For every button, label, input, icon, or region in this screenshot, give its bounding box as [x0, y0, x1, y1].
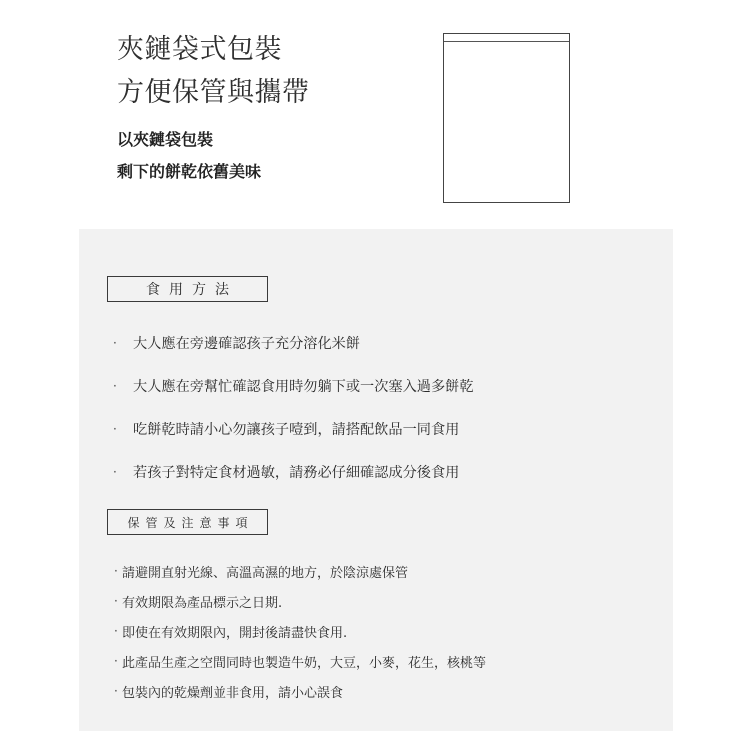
- usage-heading: 食用方法: [107, 276, 268, 302]
- list-item: [114, 646, 486, 676]
- list-item-text: 大人應在旁邊確認孩子充分溶化米餅: [133, 335, 361, 352]
- subtitle: [117, 124, 261, 188]
- list-item-text: 即使在有效期限內，開封後請盡快食用.: [122, 625, 348, 641]
- bullet-icon: ·: [114, 684, 118, 698]
- title-line-2: 方便保管與攜帶: [117, 77, 310, 108]
- subtitle-line-2: 剩下的餅乾依舊美味: [117, 162, 262, 181]
- storage-list: [114, 556, 486, 706]
- bullet-icon: ·: [114, 594, 118, 608]
- bullet-icon: ·: [113, 421, 117, 436]
- bullet-icon: ·: [114, 654, 118, 668]
- zipper-bag-illustration: [443, 33, 570, 203]
- list-item-text: 請避開直射光線、高溫高濕的地方，於陰涼處保管: [122, 565, 409, 581]
- page-title: [117, 28, 310, 114]
- list-item-text: 此產品生產之空間同時也製造牛奶，大豆，小麥，花生，核桃等: [122, 655, 487, 671]
- list-item-text: 大人應在旁幫忙確認食用時勿躺下或一次塞入過多餅乾: [133, 378, 474, 395]
- storage-heading: 保管及注意事項: [107, 509, 268, 535]
- list-item-text: 包裝內的乾燥劑並非食用，請小心誤食: [122, 685, 344, 701]
- bullet-icon: ·: [114, 564, 118, 578]
- bullet-icon: ·: [113, 378, 117, 393]
- list-item: [114, 676, 486, 706]
- title-line-1: 夾鏈袋式包裝: [117, 34, 282, 65]
- bullet-icon: ·: [113, 335, 117, 350]
- list-item-text: 若孩子對特定食材過敏，請務必仔細確認成分後食用: [133, 464, 460, 481]
- list-item: [114, 586, 486, 616]
- list-item: [113, 407, 474, 450]
- list-item-text: 有效期限為產品標示之日期.: [122, 595, 283, 611]
- list-item: [113, 450, 474, 493]
- list-item-text: 吃餅乾時請小心勿讓孩子噎到，請搭配飲品一同食用: [133, 421, 460, 438]
- list-item: [113, 321, 474, 364]
- usage-list: [113, 321, 474, 493]
- subtitle-line-1: 以夾鏈袋包裝: [117, 130, 214, 149]
- list-item: [113, 364, 474, 407]
- list-item: [114, 556, 486, 586]
- zipper-line: [444, 41, 569, 42]
- bullet-icon: ·: [113, 464, 117, 479]
- bullet-icon: ·: [114, 624, 118, 638]
- list-item: [114, 616, 486, 646]
